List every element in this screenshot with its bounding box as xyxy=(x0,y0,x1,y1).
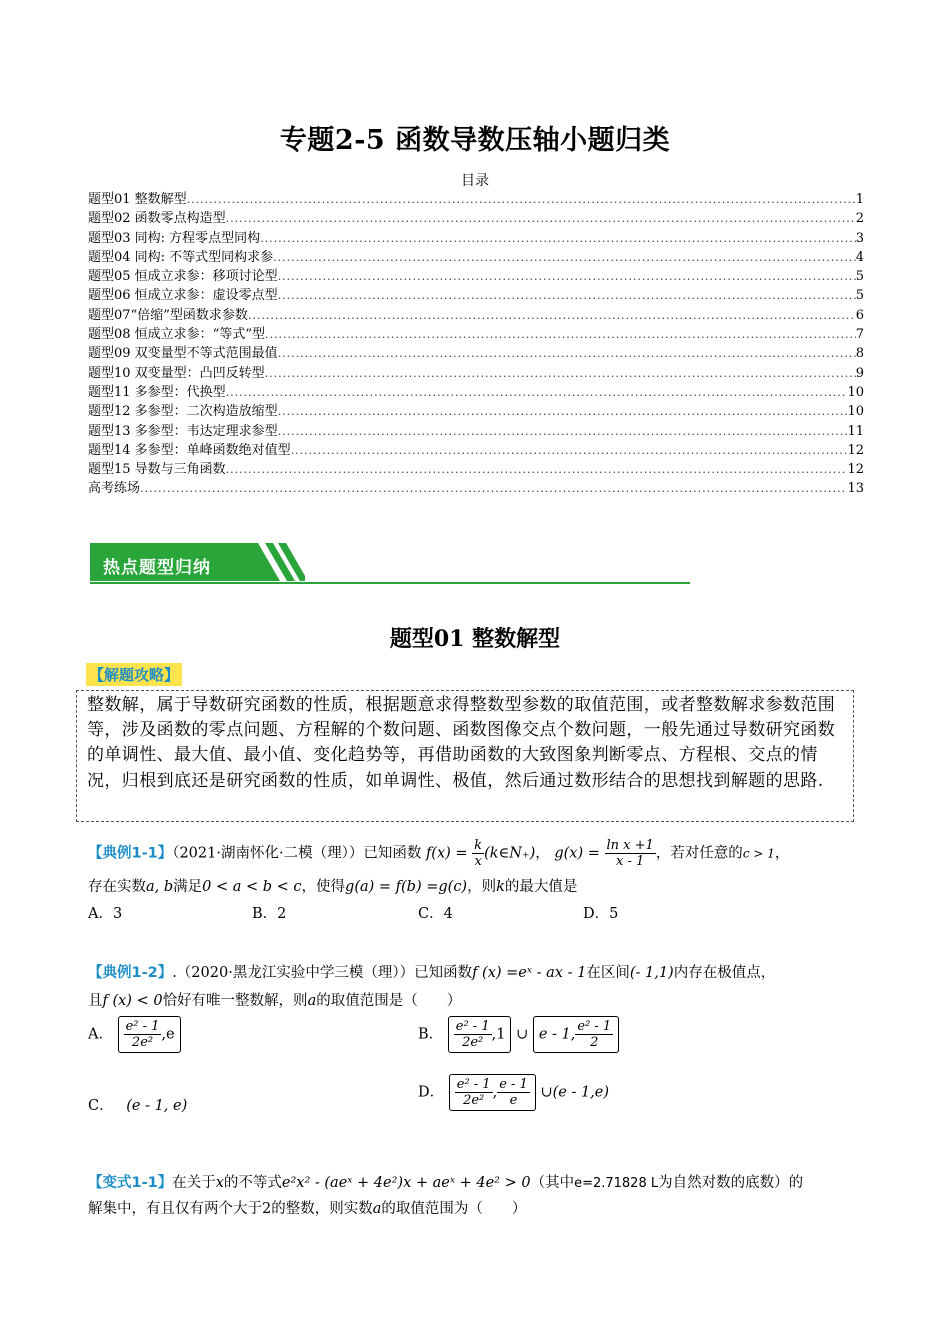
toc-entry-page: 9 xyxy=(855,365,864,381)
toc-entry[interactable] xyxy=(88,460,864,479)
option-d: D．5 xyxy=(583,906,619,922)
toc-leader xyxy=(273,248,856,267)
variant-1-1-line2: 解集中，有且仅有两个大于2的整数，则实数a的取值范围为（ ） xyxy=(88,1201,527,1217)
toc-entry-label: 题型08 恒成立求参：“等式”型 xyxy=(88,327,265,343)
toc-leader xyxy=(226,383,848,402)
toc-entry-label: 题型11 多参型：代换型 xyxy=(88,384,226,400)
toc-leader xyxy=(278,422,848,441)
toc-entry[interactable] xyxy=(88,344,864,363)
toc-entry-page: 8 xyxy=(855,346,864,362)
toc-leader xyxy=(291,441,848,460)
example-1-2-line1: 【典例1-2】.（2020·黑龙江实验中学三模（理））已知函数f (x) =eˣ - ax - 1在区间(- 1,1)内存在极值点， xyxy=(88,965,776,981)
toc-entry[interactable] xyxy=(88,402,864,421)
example-1-1-line2: 存在实数a, b满足0 < a < b < c，使得g(a) = f(b) =g(c)，则k的最大值是 xyxy=(88,879,578,895)
section-title: 题型01 整数解型 xyxy=(389,626,561,652)
toc-entry-label: 题型14 多参型：单峰函数绝对值型 xyxy=(88,442,291,458)
toc-entry-page: 2 xyxy=(855,211,864,227)
toc-entry-label: 题型06 恒成立求参：虚设零点型 xyxy=(88,288,278,304)
toc-leader xyxy=(278,286,856,305)
toc-entry-label: 题型04 同构: 不等式型同构求参 xyxy=(88,249,274,265)
toc-leader xyxy=(278,267,856,286)
toc-entry[interactable] xyxy=(88,364,864,383)
option-b: B． $\frac{\text{e² - 1}}{\text{2e²}}$ ,1 ∪ e - 1, $\frac{\text{e² - 1}}{2}$ xyxy=(418,1016,619,1053)
toc-entry[interactable] xyxy=(88,422,864,441)
strategy-box: 整数解，属于导数研究函数的性质，根据题意求得整数型参数的取值范围，或者整数解求参数范围等，涉及函数的零点问题、方程解的个数问题、函数图像交点个数问题，一般先通过导数研究函数的单调性、最大值、最小值、变化趋势等，再借助函数的大致图象判断零点、方程根、交点的情况，归根到底还是研究函数的性质，如单调性、极值，然后通过数形结合的思想找到解题的思路. xyxy=(76,690,854,822)
toc-entry[interactable] xyxy=(88,383,864,402)
toc-entry-page: 10 xyxy=(847,404,864,420)
toc-entry-label: 题型05 恒成立求参：移项讨论型 xyxy=(88,269,278,285)
toc-leader xyxy=(265,325,856,344)
option-a: A．3 xyxy=(88,906,123,922)
toc-leader xyxy=(278,344,856,363)
toc-entry[interactable] xyxy=(88,267,864,286)
option-c: C．4 xyxy=(418,906,453,922)
toc-entry-label: 题型03 同构: 方程零点型同构 xyxy=(88,230,261,246)
toc-entry[interactable] xyxy=(88,325,864,344)
toc-entry-page: 7 xyxy=(855,327,864,343)
toc-entry-label: 题型15 导数与三角函数 xyxy=(88,462,226,478)
example-1-2-line2: 且f (x) < 0恰好有唯一整数解，则a的取值范围是（ ） xyxy=(88,993,462,1009)
table-of-contents xyxy=(88,190,864,499)
toc-entry-page: 12 xyxy=(847,462,864,478)
divider xyxy=(90,582,690,584)
toc-leader xyxy=(226,460,848,479)
toc-leader xyxy=(260,229,856,248)
option-c: C． (e - 1, e) xyxy=(88,1098,188,1114)
toc-entry-label: 题型02 函数零点构造型 xyxy=(88,211,226,227)
toc-leader xyxy=(226,209,856,228)
toc-entry-page: 5 xyxy=(855,288,864,304)
strategy-tag: 【解题攻略】 xyxy=(86,663,182,686)
toc-leader xyxy=(278,402,848,421)
toc-heading: 目录 xyxy=(461,173,489,189)
toc-leader xyxy=(265,364,856,383)
banner-text: 热点题型归纳 xyxy=(103,558,211,578)
toc-entry-page: 12 xyxy=(847,442,864,458)
variant-1-1-line1: 【变式1-1】在关于x的不等式e²x² - (aeˣ + 4e²)x + aeˣ + 4e² > 0（其中e=2.71828 L为自然对数的底数）的 xyxy=(88,1175,804,1191)
toc-entry[interactable] xyxy=(88,248,864,267)
toc-entry-page: 3 xyxy=(855,230,864,246)
toc-entry[interactable] xyxy=(88,479,864,498)
toc-entry[interactable] xyxy=(88,441,864,460)
toc-entry-page: 5 xyxy=(855,269,864,285)
toc-entry-page: 6 xyxy=(855,307,864,323)
toc-entry-label: 题型07“倍缩”型函数求参数 xyxy=(88,307,248,323)
toc-entry[interactable] xyxy=(88,286,864,305)
toc-entry-label: 题型01 整数解型 xyxy=(88,192,187,207)
toc-entry-label: 题型09 双变量型不等式范围最值 xyxy=(88,346,278,362)
toc-entry-label: 题型13 多参型：韦达定理求参型 xyxy=(88,423,278,439)
toc-entry-page: 10 xyxy=(847,384,864,400)
toc-entry[interactable] xyxy=(88,209,864,228)
option-a: A． $\frac{\text{e² - 1}}{\text{2e²}}$ ,e xyxy=(88,1016,181,1053)
toc-entry-page: 1 xyxy=(855,192,864,207)
toc-entry-page: 4 xyxy=(855,249,864,265)
toc-entry-label: 题型10 双变量型：凸凹反转型 xyxy=(88,365,265,381)
toc-entry[interactable] xyxy=(88,229,864,248)
option-b: B．2 xyxy=(252,906,287,922)
toc-entry-page: 11 xyxy=(847,423,864,439)
example-1-1-line1: 【典例1-1】（2021·湖南怀化·二模（理））已知函数 f(x) = $\frac{k}{x}$ (k∈N₊)， g(x) = $\frac{\text{ln x +1}}{x - 1}$ ，若对任意的c > 1， xyxy=(88,838,790,869)
toc-leader xyxy=(140,479,847,498)
toc-entry[interactable] xyxy=(88,306,864,325)
toc-leader xyxy=(248,306,856,325)
toc-entry-page: 13 xyxy=(847,481,864,497)
page-title: 专题2-5 函数导数压轴小题归类 xyxy=(279,125,671,156)
toc-entry-label: 题型12 多参型：二次构造放缩型 xyxy=(88,404,278,420)
option-d: D． $\frac{\text{e² - 1}}{\text{2e²}}$ , $\frac{e - 1}{e}$ ∪(e - 1,e) xyxy=(418,1074,609,1111)
toc-entry[interactable] xyxy=(88,190,864,209)
toc-entry-label: 高考练场 xyxy=(88,481,141,497)
toc-leader xyxy=(187,190,856,209)
